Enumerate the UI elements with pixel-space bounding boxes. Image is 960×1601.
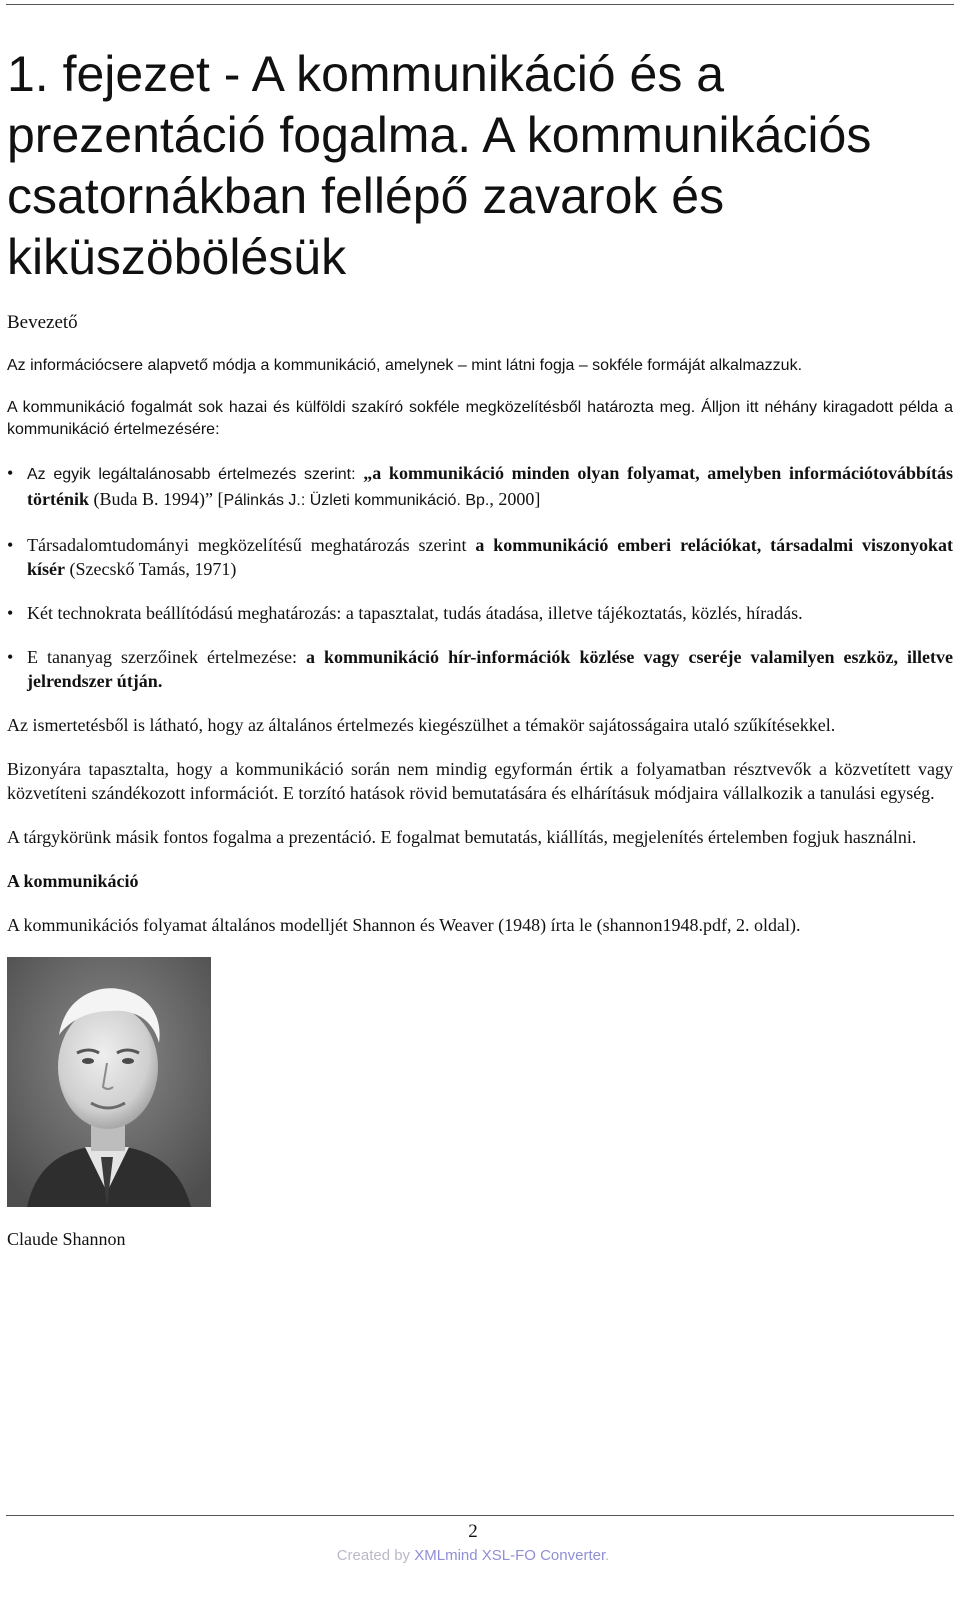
- paragraph-presentation: A tárgykörünk másik fontos fogalma a prezentáció. E fogalmat bemutatás, kiállítás, megjelenítés értelemben fogjuk használni.: [7, 827, 917, 847]
- header-rule: [6, 4, 954, 5]
- paragraph-distortion: Bizonyára tapasztalta, hogy a kommunikáció során nem mindig egyformán értik a folyamatban résztvevők a közvetített vagy közvetíteni szándékozott információt. E torzító hatások rövid bemutatására és elhárításuk módjaira vállalkozik a tanulási egység.: [7, 759, 953, 803]
- definition-lead: E tananyag szerzőinek értelmezése:: [27, 647, 306, 667]
- definition-bold: „a kommunikáció minden olyan folyamat, amelyben információtovábbítás történik: [27, 463, 953, 509]
- definition-lead: Két technokrata beállítódású meghatározás: a tapasztalat, tudás átadása, illetve tájékoztatás, közlés, híradás.: [27, 603, 803, 623]
- definition-bold: a kommunikáció emberi relációkat, társadalmi viszonyokat kísér: [27, 535, 953, 579]
- list-item: [7, 645, 953, 693]
- paragraph-summary: Az ismertetésből is látható, hogy az általános értelmezés kiegészülhet a témakör sajátosságaira utaló szűkítésekkel.: [7, 715, 836, 735]
- portrait-image: [7, 957, 211, 1207]
- list-item: [7, 533, 953, 581]
- paragraph-model: A kommunikációs folyamat általános modelljét Shannon és Weaver (1948) írta le (shannon1948.pdf, 2. oldal).: [7, 915, 801, 935]
- bullet-icon: •: [7, 535, 14, 555]
- definition-bold: a kommunikáció hír-információk közlése vagy cseréje valamilyen eszköz, illetve jelrendszer útján.: [27, 647, 953, 691]
- credit-link[interactable]: XMLmind XSL-FO Converter: [414, 1547, 606, 1564]
- footer-credit: [0, 1546, 946, 1566]
- definition-lead: Társadalomtudományi megközelítésű meghatározás szerint: [27, 535, 476, 555]
- subsection-title: A kommunikáció: [7, 871, 139, 891]
- paragraph-intro: Az információcsere alapvető módja a kommunikáció, amelynek – mint látni fogja – sokféle formáját alkalmazzuk.: [7, 357, 803, 374]
- section-intro-title: Bevezető: [7, 312, 78, 333]
- paragraph-concept: A kommunikáció fogalmát sok hazai és külföldi szakíró sokféle megközelítésből határozta meg. Álljon itt néhány kiragadott példa a kommunikáció értelmezésére:: [7, 399, 953, 438]
- bullet-icon: •: [7, 463, 14, 483]
- chapter-title: 1. fejezet - A kommunikáció és a prezentáció fogalma. A kommunikációs csatornákban fellépő zavarok és kiküszöbölésük: [7, 46, 872, 285]
- list-item: [7, 601, 953, 625]
- definition-tail: (Buda B. 1994)” [: [89, 489, 224, 509]
- footer-rule: [6, 1515, 954, 1516]
- page-number: 2: [468, 1521, 478, 1542]
- portrait-photo: [7, 957, 211, 1207]
- definition-source: Pálinkás J.: Üzleti kommunikáció. Bp.: [223, 492, 490, 509]
- definition-list: [7, 461, 953, 693]
- bullet-icon: •: [7, 603, 14, 623]
- definition-tail: (Szecskő Tamás, 1971): [65, 559, 237, 579]
- document-page: [7, 44, 953, 1251]
- definition-lead: Az egyik legáltalánosabb értelmezés szerint:: [27, 466, 364, 483]
- credit-prefix: Created by: [336, 1547, 415, 1564]
- credit-suffix: .: [605, 1547, 610, 1564]
- figure-caption: Claude Shannon: [7, 1229, 126, 1249]
- definition-tail-end: , 2000]: [489, 489, 541, 509]
- list-item: [7, 461, 953, 513]
- bullet-icon: •: [7, 647, 14, 667]
